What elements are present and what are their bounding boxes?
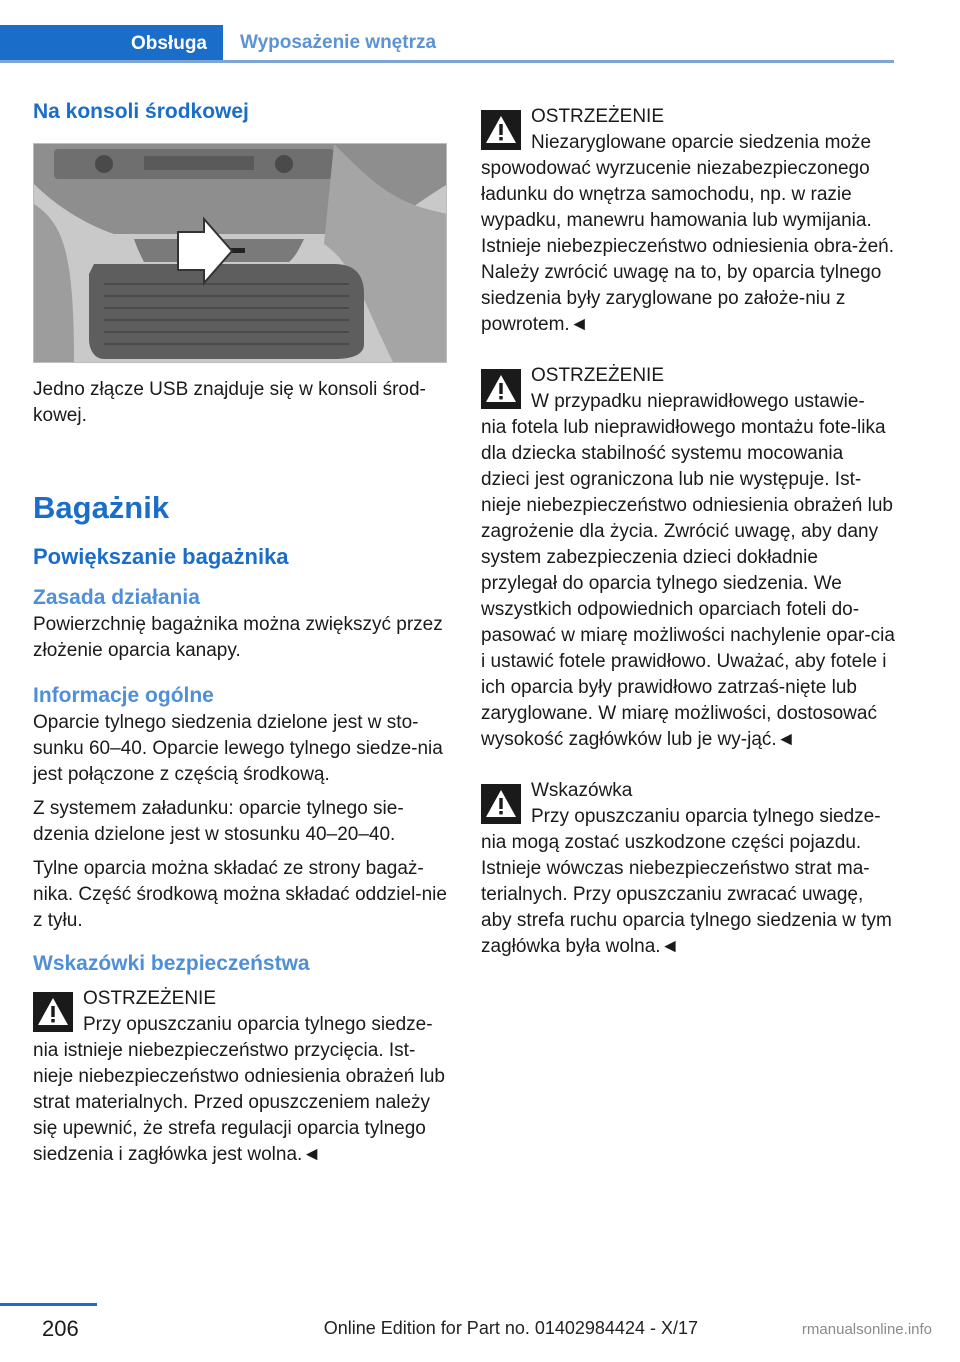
general-paragraph-2: Z systemem załadunku: oparcie tylnego sie-dzenia dzielone jest w stosunku 40–20–40.	[33, 798, 404, 845]
safety-heading: Wskazówki bezpieczeństwa	[33, 952, 310, 975]
console-illustration	[34, 144, 447, 363]
principle-text: Powierzchnię bagażnika można zwiększyć przez złożenie oparcia kanapy.	[33, 614, 443, 661]
warning-box-3	[481, 363, 895, 753]
warning-2-first-line: Niezaryglowane oparcie siedzenia może	[531, 132, 872, 153]
right-column	[481, 104, 895, 960]
console-heading: Na konsoli środkowej	[33, 100, 249, 123]
general-paragraph-1: Oparcie tylnego siedzenia dzielone jest w sto-sunku 60–40. Oparcie lewego tylnego siedze-nia jest połączone z częścią środkową.	[33, 712, 443, 785]
warning-1-title: OSTRZEŻENIE	[83, 988, 217, 1009]
photo-caption: Jedno złącze USB znajduje się w konsoli środ-kowej.	[33, 379, 426, 426]
general-paragraph-3: Tylne oparcia można składać ze strony bagaż-nika. Część środkową można składać oddziel-nie z tyłu.	[33, 858, 447, 931]
page-number: 206	[42, 1316, 79, 1341]
warning-triangle-icon	[481, 110, 521, 150]
note-first-line: Przy opuszczaniu oparcia tylnego siedze-	[531, 806, 881, 827]
caution-triangle-icon	[481, 784, 521, 824]
general-heading: Informacje ogólne	[33, 684, 214, 707]
console-usb-photo	[33, 143, 447, 363]
enlarge-heading: Powiększanie bagażnika	[33, 544, 289, 569]
section-tab-active: Obsługa	[0, 25, 223, 63]
left-column	[33, 98, 447, 1168]
section-tab-inactive: Wyposażenie wnętrza	[240, 31, 437, 53]
note-title: Wskazówka	[531, 780, 633, 801]
warning-box-1	[33, 986, 447, 1168]
note-text: nia mogą zostać uszkodzone części pojazdu. Istnieje wówczas niebezpieczeństwo strat ma-terialnych. Przy opuszczaniu zwracać uwagę, aby strefa ruchu oparcia tylnego siedzenia w tym zagłówka była wolna.◄	[481, 832, 892, 957]
warning-3-text: nia fotela lub nieprawidłowego montażu fote-lika dla dziecka stabilność systemu mocowania dzieci jest ograniczona lub nie występuje. Ist-nieje niebezpieczeństwo odniesienia obrażeń lub zagrożenie dla życia. Zwrócić uwagę, aby dany system zabezpieczenia dzieci dokładnie przylegał do oparcia tylnego siedzenia. We wszystkich odpowiednich oparciach foteli do-pasować w miarę możliwości nachylenie opar-cia i ustawić fotele prawidłowo. Uważać, aby fotele i ich oparcia były prawidłowo zatrzaś-nięte lub zaryglowane. W miarę możliwości, dostosować wysokość zagłówków lub je wy-jąć.◄	[481, 417, 895, 750]
warning-box-2	[481, 104, 895, 338]
footer-rule	[0, 1303, 97, 1306]
watermark-text: rmanualsonline.info	[801, 1321, 932, 1338]
warning-3-title: OSTRZEŻENIE	[531, 365, 665, 386]
header-rule	[0, 60, 894, 63]
warning-2-text: spowodować wyrzucenie niezabezpieczonego ładunku do wnętrza samochodu, np. w razie wypadku, manewru hamowania lub wymijania. Istnieje niebezpieczeństwo odniesienia obra-żeń. Należy zwrócić uwagę na to, by oparcia tylnego siedzenia były zaryglowane po założe-niu z powrotem.◄	[481, 158, 894, 335]
warning-1-first-line: Przy opuszczaniu oparcia tylnego siedze-	[83, 1014, 433, 1035]
principle-heading: Zasada działania	[33, 586, 200, 609]
page-header	[0, 25, 894, 63]
trunk-heading: Bagażnik	[33, 490, 170, 525]
warning-3-first-line: W przypadku nieprawidłowego ustawie-	[531, 391, 865, 412]
edition-text: Online Edition for Part no. 01402984424 - X/17	[323, 1318, 698, 1338]
warning-triangle-icon	[33, 992, 73, 1032]
warning-triangle-icon	[481, 369, 521, 409]
note-box	[481, 778, 895, 960]
warning-1-text: nia istnieje niebezpieczeństwo przycięcia. Ist-nieje niebezpieczeństwo odniesienia obrażeń lub strat materialnych. Przed opuszczeniem należy się upewnić, że strefa regulacji oparcia tylnego siedzenia i zagłówka jest wolna.◄	[33, 1040, 445, 1165]
warning-2-title: OSTRZEŻENIE	[531, 106, 665, 127]
